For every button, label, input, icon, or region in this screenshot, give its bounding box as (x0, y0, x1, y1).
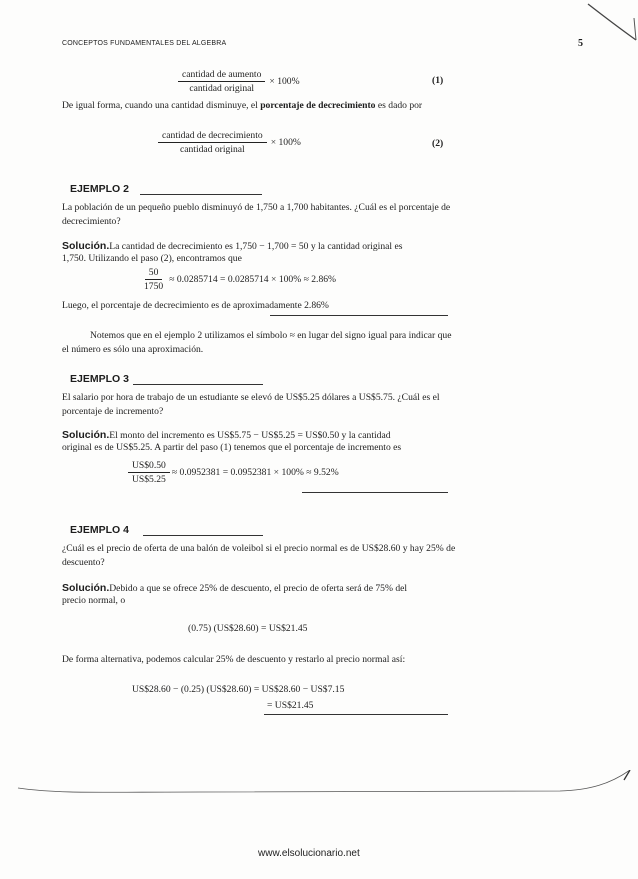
example-2-fraction-denominator: 1750 (144, 281, 164, 292)
equation-1-numerator: cantidad de aumento (178, 69, 265, 82)
equation-2 (158, 130, 301, 155)
example-3-fraction (128, 460, 170, 485)
equation-2-denominator: cantidad original (179, 144, 245, 155)
example-4-equation-a: (0.75) (US$28.60) = US$21.45 (188, 623, 308, 634)
example-2-title: EJEMPLO 2 (70, 183, 129, 195)
example-3-equation-rest: ≈ 0.0952381 = 0.0952381 × 100% ≈ 9.52% (171, 467, 339, 478)
example-3-solution-line1: El monto del incremento es US$5.75 − US$5.25 = US$0.50 y la cantidad (109, 430, 391, 441)
example-3-solution-label: Solución. (62, 429, 110, 441)
example-4-title: EJEMPLO 4 (70, 524, 129, 536)
example-3-title-rule (133, 384, 263, 385)
equation-1-denominator: cantidad original (189, 83, 255, 94)
example-2-fraction (140, 267, 167, 292)
example-3-fraction-numerator: US$0.50 (128, 460, 170, 473)
scan-edge-line (0, 770, 638, 810)
paragraph-decrease-bold: porcentaje de decrecimiento (260, 100, 376, 111)
running-header: CONCEPTOS FUNDAMENTALES DEL ALGEBRA (62, 40, 227, 47)
page-number: 5 (578, 38, 583, 49)
example-3-problem: El salario por hora de trabajo de un estudiante se elevó de US$5.25 dólares a US$5.75. ¿Cuál es el porcentaje de incremento? (62, 392, 440, 417)
example-3-title: EJEMPLO 3 (70, 373, 129, 385)
example-4-equation-b-line2: = US$21.45 (267, 700, 314, 711)
page-corner-fold (586, 0, 638, 45)
example-3-fraction-denominator: US$5.25 (132, 474, 166, 485)
equation-1-factor: × 100% (269, 76, 300, 87)
equation-1-label: (1) (432, 75, 444, 86)
example-4-solution-line2: precio normal, o (62, 595, 126, 606)
example-2-equation-rest: ≈ 0.0285714 = 0.0285714 × 100% ≈ 2.86% (169, 274, 337, 285)
paragraph-decrease-after: es dado por (375, 100, 423, 111)
example-3-end-rule (302, 492, 448, 493)
equation-2-fraction (158, 130, 267, 155)
example-2-solution-label: Solución. (62, 240, 110, 252)
example-4-title-rule (143, 535, 263, 536)
example-4-end-rule (264, 714, 448, 715)
example-2-end-rule (270, 315, 448, 316)
example-4-solution-line1: Debido a que se ofrece 25% de descuento, el precio de oferta será de 75% del (109, 583, 408, 594)
paragraph-decrease-before: De igual forma, cuando una cantidad disminuye, el (62, 100, 261, 111)
note-paragraph: Notemos que en el ejemplo 2 utilizamos el símbolo ≈ en lugar del signo igual para indicar que el número es sólo una aproximación. (62, 330, 452, 355)
example-4-solution-label: Solución. (62, 582, 110, 594)
example-2-fraction-numerator: 50 (145, 267, 163, 280)
example-2-problem: La población de un pequeño pueblo disminuyó de 1,750 a 1,700 habitantes. ¿Cuál es el porcentaje de decrecimiento? (62, 202, 451, 227)
example-3-equation (128, 460, 339, 485)
equation-1 (178, 69, 300, 94)
example-2-title-rule (140, 194, 262, 195)
example-4-problem: ¿Cuál es el precio de oferta de una balón de voleibol si el precio normal es de US$28.60 y hay 25% de descuento? (62, 543, 456, 568)
example-3-solution-line2: original es de US$5.25. A partir del paso (1) tenemos que el porcentaje de incremento es (62, 442, 402, 453)
equation-2-label: (2) (432, 138, 444, 149)
example-2-solution-line2: 1,750. Utilizando el paso (2), encontramos que (62, 253, 242, 264)
equation-1-fraction (178, 69, 265, 94)
example-2-equation (140, 267, 336, 292)
equation-2-numerator: cantidad de decrecimiento (158, 130, 267, 143)
example-4-equation-b-line1: US$28.60 − (0.25) (US$28.60) = US$28.60 − US$7.15 (132, 684, 345, 695)
example-2-conclusion: Luego, el porcentaje de decrecimiento es de aproximadamente 2.86% (62, 300, 329, 311)
example-2-solution-line1: La cantidad de decrecimiento es 1,750 − 1,700 = 50 y la cantidad original es (109, 241, 403, 252)
equation-2-factor: × 100% (270, 137, 301, 148)
footer-url[interactable]: www.elsolucionario.net (258, 848, 360, 859)
example-4-alternative: De forma alternativa, podemos calcular 25% de descuento y restarlo al precio normal así: (62, 654, 406, 665)
paragraph-decrease (62, 99, 450, 113)
